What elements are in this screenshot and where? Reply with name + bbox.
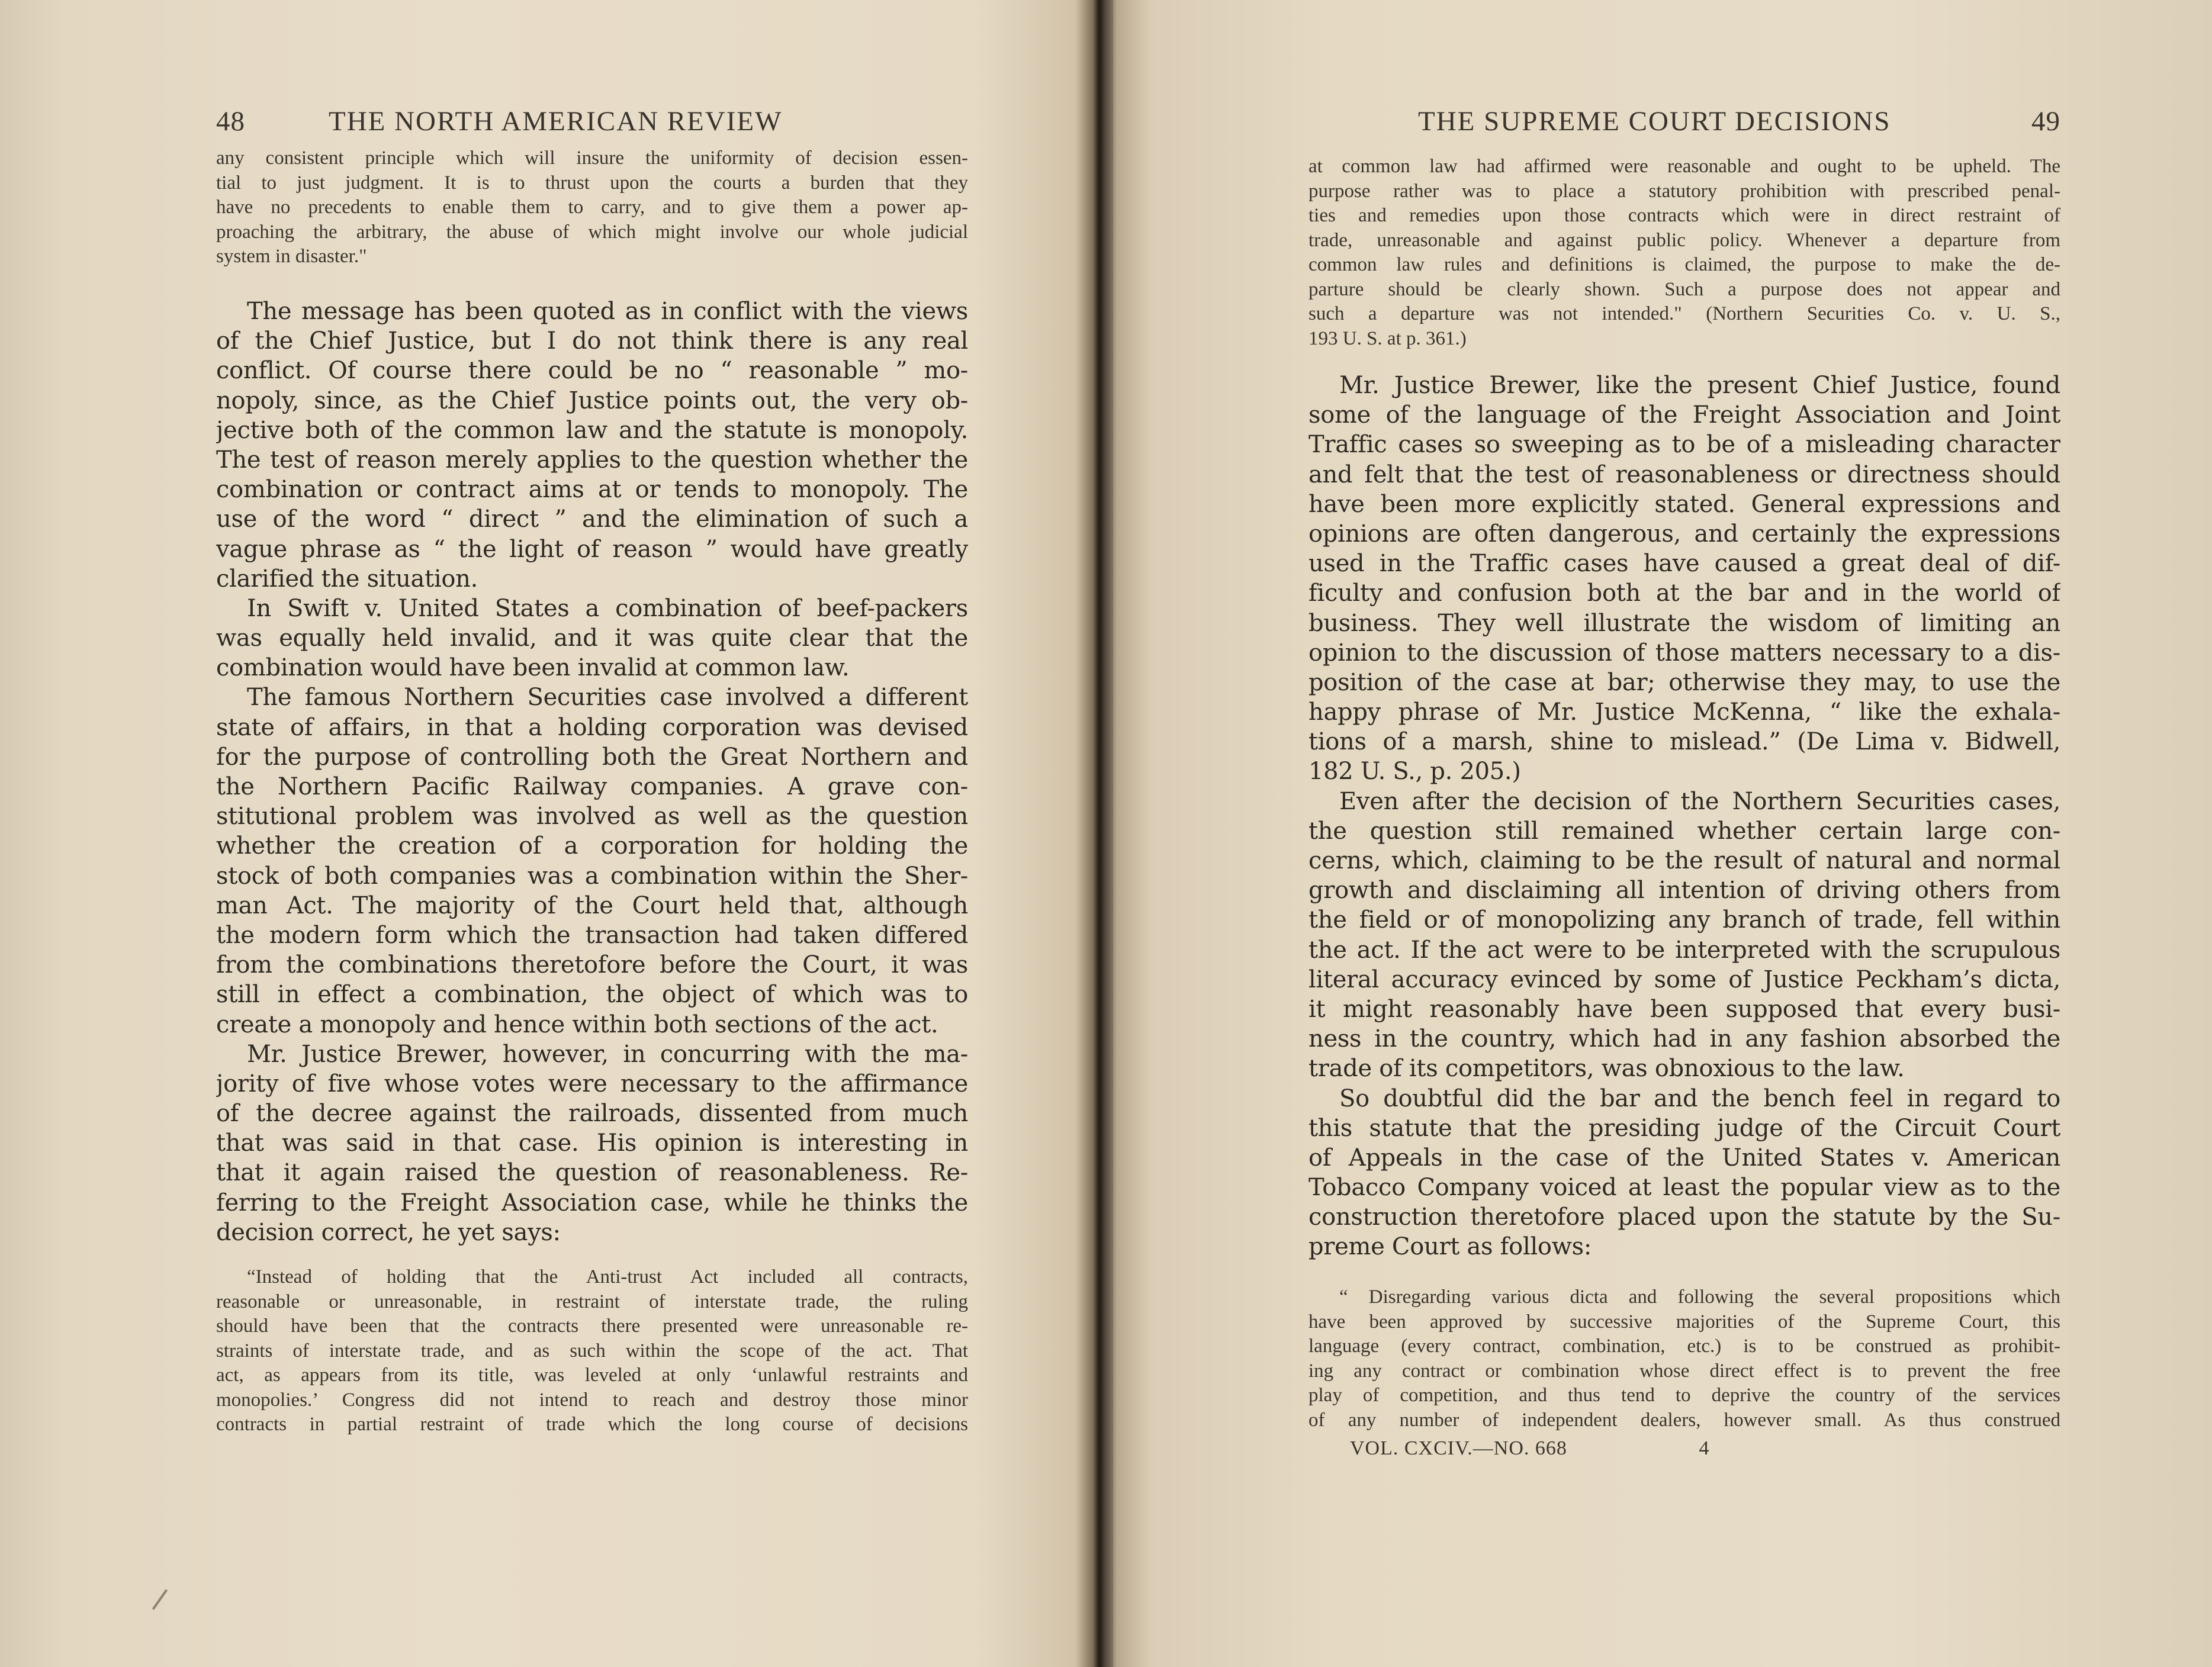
- body-line: tions of a marsh, shine to mislead.” (De Lima v. Bidwell,: [1308, 728, 2060, 756]
- quote-line: purpose rather was to place a statutory prohibition with prescribed penal-: [1308, 180, 2060, 202]
- quote-line: parture should be clearly shown. Such a purpose does not appear and: [1308, 278, 2060, 300]
- pencil-mark: [152, 1589, 168, 1610]
- quote-line: any consistent principle which will insure the uniformity of decision essen-: [216, 147, 968, 169]
- body-line: used in the Traffic cases have caused a great deal of dif-: [1308, 550, 2060, 578]
- body-line: clarified the situation.: [216, 565, 478, 593]
- body-line: combination would have been invalid at common law.: [216, 654, 850, 682]
- body-line: the act. If the act were to be interpreted with the scrupulous: [1308, 936, 2060, 964]
- quote-line: at common law had affirmed were reasonable and ought to be upheld. The: [1308, 156, 2060, 177]
- body-line: create a monopoly and hence within both sections of the act.: [216, 1011, 938, 1038]
- body-line: this statute that the presiding judge of the Circuit Court: [1308, 1114, 2060, 1142]
- body-line: use of the word “ direct ” and the elimination of such a: [216, 506, 968, 533]
- quote-line: common law rules and definitions is claimed, the purpose to make the de-: [1308, 254, 2060, 275]
- body-line: that it again raised the question of reasonableness. Re-: [216, 1159, 968, 1187]
- body-line: ferring to the Freight Association case, while he thinks the: [216, 1189, 968, 1217]
- body-line: literal accuracy evinced by some of Justice Peckham’s dicta,: [1308, 966, 2060, 993]
- body-line: the field or of monopolizing any branch of trade, fell within: [1308, 906, 2060, 934]
- body-line: construction theretofore placed upon the statute by the Su-: [1308, 1203, 2060, 1231]
- body-line: stitutional problem was involved as well as the question: [216, 803, 968, 831]
- body-line: of Appeals in the case of the United States v. American: [1308, 1144, 2060, 1172]
- left-quote-bottom: [216, 1265, 968, 1437]
- quote-line: ing any contract or combination whose direct effect is to prevent the free: [1308, 1360, 2060, 1382]
- body-line: ficulty and confusion both at the bar and in the world of: [1308, 580, 2060, 607]
- quote-line: monopolies.’ Congress did not intend to reach and destroy those minor: [216, 1389, 968, 1411]
- right-quote-top: [1308, 155, 2060, 351]
- left-quote-top: [216, 146, 968, 269]
- quote-line: reasonable or unreasonable, in restraint of interstate trade, the ruling: [216, 1291, 968, 1312]
- left-page-number: 48: [216, 106, 245, 137]
- body-line: of the Chief Justice, but I do not think there is any real: [216, 327, 968, 355]
- body-line: combination or contract aims at or tends to monopoly. The: [216, 476, 968, 504]
- body-line: Mr. Justice Brewer, however, in concurring with the ma-: [247, 1040, 968, 1068]
- left-running-head: [216, 105, 968, 141]
- body-line: of the decree against the railroads, dissented from much: [216, 1100, 968, 1128]
- body-line: that was said in that case. His opinion is interesting in: [216, 1129, 968, 1157]
- body-line: business. They well illustrate the wisdom of limiting an: [1308, 609, 2060, 637]
- gutter-shadow: [1078, 0, 1113, 1667]
- body-line: still in effect a combination, the object of which was to: [216, 981, 968, 1009]
- body-line: opinions are often dangerous, and certainly the expressions: [1308, 520, 2060, 548]
- body-line: from the combinations theretofore before the Court, it was: [216, 951, 968, 979]
- body-line: So doubtful did the bar and the bench feel in regard to: [1339, 1084, 2060, 1112]
- left-body-text: [216, 297, 968, 1247]
- body-line: Mr. Justice Brewer, like the present Chief Justice, found: [1339, 372, 2060, 399]
- quote-line: of any number of independent dealers, however small. As thus construed: [1308, 1409, 2060, 1431]
- right-quote-bottom: [1308, 1285, 2060, 1433]
- quote-line: proaching the arbitrary, the abuse of which might involve our whole judicial: [216, 221, 968, 243]
- body-line: the question still remained whether certain large con-: [1308, 817, 2060, 845]
- quote-line: tial to just judgment. It is to thrust upon the courts a burden that they: [216, 172, 968, 194]
- body-line: for the purpose of controlling both the Great Northern and: [216, 743, 968, 771]
- volume-number: VOL. CXCIV.—NO. 668: [1350, 1437, 1567, 1459]
- body-line: The test of reason merely applies to the question whether the: [216, 446, 968, 474]
- body-line: Tobacco Company voiced at least the popular view as to the: [1308, 1174, 2060, 1202]
- quote-line: language (every contract, combination, etc.) is to be construed as prohibit-: [1308, 1335, 2060, 1357]
- body-line: was equally held invalid, and it was quite clear that the: [216, 625, 968, 652]
- quote-line: such a departure was not intended." (Northern Securities Co. v. U. S.,: [1308, 303, 2060, 324]
- right-body-text: [1308, 371, 2060, 1262]
- body-line: ness in the country, which had in any fashion absorbed the: [1308, 1025, 2060, 1053]
- right-page-footer: [1350, 1437, 1710, 1460]
- body-line: decision correct, he yet says:: [216, 1218, 561, 1246]
- body-line: the modern form which the transaction had taken differed: [216, 921, 968, 949]
- body-line: have been more explicitly stated. General expressions and: [1308, 490, 2060, 518]
- body-line: 182 U. S., p. 205.): [1308, 758, 1521, 786]
- body-line: happy phrase of Mr. Justice McKenna, “ like the exhala-: [1308, 699, 2060, 726]
- body-line: growth and disclaiming all intention of driving others from: [1308, 877, 2060, 905]
- body-line: The famous Northern Securities case involved a different: [247, 684, 968, 712]
- body-line: stock of both companies was a combination within the Sher-: [216, 862, 968, 890]
- body-line: Traffic cases so sweeping as to be of a misleading character: [1308, 431, 2060, 459]
- body-line: preme Court as follows:: [1308, 1233, 1592, 1261]
- right-page: [1308, 0, 2060, 1667]
- quote-line: have no precedents to enable them to carry, and to give them a power ap-: [216, 197, 968, 218]
- quote-line: should have been that the contracts there presented were unreasonable re-: [216, 1315, 968, 1337]
- left-page: [216, 0, 968, 1667]
- body-line: it might reasonably have been supposed that every busi-: [1308, 995, 2060, 1023]
- quote-line: act, as appears from its title, was leveled at only ‘unlawful restraints and: [216, 1365, 968, 1386]
- body-line: jority of five whose votes were necessary to the affirmance: [216, 1070, 968, 1098]
- body-line: position of the case at bar; otherwise they may, to use the: [1308, 668, 2060, 696]
- quote-line: trade, unreasonable and against public policy. Whenever a departure from: [1308, 229, 2060, 251]
- left-running-title: THE NORTH AMERICAN REVIEW: [329, 106, 783, 137]
- body-line: opinion to the discussion of those matters necessary to a dis-: [1308, 639, 2060, 667]
- body-line: man Act. The majority of the Court held that, although: [216, 892, 968, 919]
- quote-line: “Instead of holding that the Anti-trust Act included all contracts,: [247, 1266, 968, 1288]
- body-line: The message has been quoted as in conflict with the views: [247, 298, 968, 325]
- quote-line: “ Disregarding various dicta and following the several propositions which: [1339, 1286, 2060, 1308]
- body-line: In Swift v. United States a combination of beef-packers: [247, 594, 968, 622]
- right-running-title: THE SUPREME COURT DECISIONS: [1418, 106, 1891, 137]
- quote-line: ties and remedies upon those contracts which were in direct restraint of: [1308, 205, 2060, 226]
- body-line: and felt that the test of reasonableness or directness should: [1308, 461, 2060, 488]
- right-running-head: [1308, 105, 2060, 141]
- signature-mark: 4: [1699, 1437, 1710, 1459]
- body-line: conflict. Of course there could be no “ reasonable ” mo-: [216, 357, 968, 385]
- body-line: Even after the decision of the Northern Securities cases,: [1339, 787, 2060, 815]
- quote-line: have been approved by successive majorities of the Supreme Court, this: [1308, 1311, 2060, 1333]
- quote-line: system in disaster.": [216, 246, 367, 267]
- body-line: state of affairs, in that a holding corporation was devised: [216, 713, 968, 741]
- body-line: cerns, which, claiming to be the result of natural and normal: [1308, 847, 2060, 874]
- quote-line: straints of interstate trade, and as such within the scope of the act. That: [216, 1340, 968, 1362]
- body-line: vague phrase as “ the light of reason ” would have greatly: [216, 535, 968, 563]
- body-line: some of the language of the Freight Association and Joint: [1308, 401, 2060, 429]
- quote-line: 193 U. S. at p. 361.): [1308, 327, 1467, 349]
- body-line: nopoly, since, as the Chief Justice points out, the very ob-: [216, 387, 968, 414]
- body-line: the Northern Pacific Railway companies. A grave con-: [216, 773, 968, 800]
- right-page-number: 49: [2031, 106, 2060, 137]
- quote-line: play of competition, and thus tend to deprive the country of the services: [1308, 1385, 2060, 1406]
- body-line: trade of its competitors, was obnoxious to the law.: [1308, 1055, 1905, 1083]
- body-line: jective both of the common law and the statute is monopoly.: [216, 416, 968, 444]
- body-line: whether the creation of a corporation for holding the: [216, 832, 968, 860]
- quote-line: contracts in partial restraint of trade which the long course of decisions: [216, 1414, 968, 1435]
